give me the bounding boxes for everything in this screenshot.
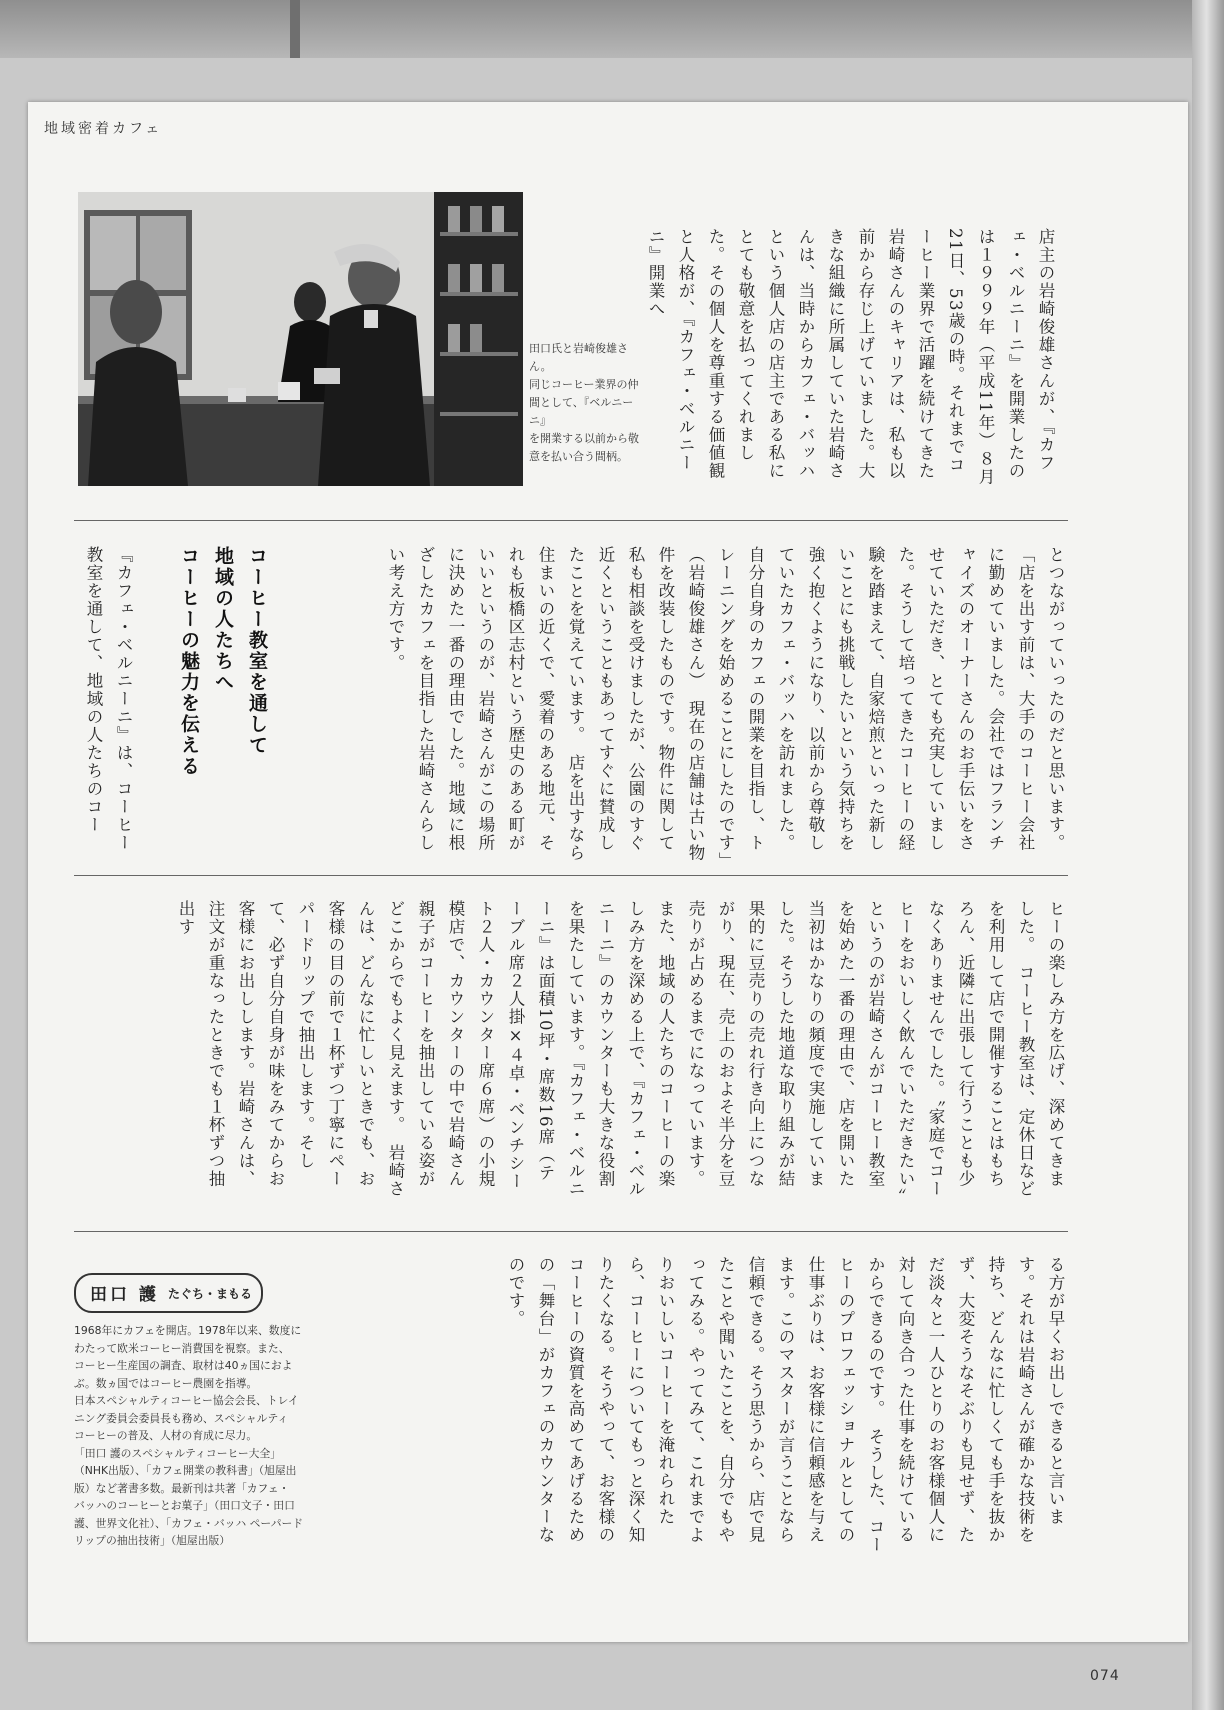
bio-line: 護、世界文化社）、「カフェ・バッハ ペーパード <box>74 1516 304 1530</box>
bio-line: わたって欧米コーヒー消費国を視察。また、 <box>74 1341 290 1355</box>
photo-icon <box>78 192 523 486</box>
bio-line: バッハのコーヒーとお菓子」（田口文子・田口 <box>74 1499 295 1512</box>
bio-line: コーヒー生産国の調査、取材は40ヵ国におよ <box>74 1359 293 1372</box>
heading-line: コーヒー教室を通して <box>246 546 268 756</box>
bio-line: 「田口 護のスペシャルティコーヒー大全」 <box>74 1446 282 1460</box>
profile-name: 田口 護 <box>90 1285 159 1305</box>
row4-body-text: る方が早くお出しできると言います。それは岩崎さんが確かな技術を持ち、どんなに忙しくても手を抜かず、大変そうなそぶりも見せず、ただ淡々と一人ひとりのお客様個人に対して向き合った仕事を続けているからできるのです。 そうした、コーヒーのプロフェッショナルとしての仕事ぶりは、お客様に信頼感を与えます。このマスターが言うことなら信頼できる。そう思うから、店で見たことや聞いたことを、自分でもやってみる。やってみて、これまでよりおいしいコーヒーを淹れられたら、コーヒーについてもっと深く知りたくなる。そうやって、お客様のコーヒーの資質を高めてあげるための「舞台」がカフェのカウンターなのです。 <box>506 1256 1065 1554</box>
caption-line: 間として、『ベルニーニ』 <box>529 396 634 427</box>
profile-bio <box>74 1322 318 1550</box>
caption-line: を開業する以前から敬 <box>529 432 639 445</box>
scan-top-edge <box>0 0 1224 58</box>
photo-caption <box>529 340 645 490</box>
row3-body-text: ヒーの楽しみ方を広げ、深めてきました。 コーヒー教室は、定休日などを利用して店で開催することはもちろん、近隣に出張して行うことも少なくありませんでした。〝家庭でコーヒーをおいしく飲んでいただきたい〟というのが岩崎さんがコーヒー教室を始めた一番の理由で、店を開いた当初はかなりの頻度で実施していました。そうした地道な取り組みが結果的に豆売りの売れ行き向上につながり、現在、売上のおよそ半分を豆売りが占めるまでになっています。 また、地域の人たちのコーヒーの楽しみ方を深める上で、『カフェ・ベルニーニ』のカウンターも大きな役割を果たしています。『カフェ・ベルニーニ』は面積10坪・席数16席（テーブル席２人掛×４卓・ベンチシート２人・カウンター席６席）の小規模店で、カウンターの中で岩崎さん親子がコーヒーを抽出している姿がどこからでもよく見えます。 岩崎さんは、どんなに忙しいときでも、お客様の目の前で１杯ずつ丁寧にペーパードリップで抽出します。そして、必ず自分自身が味をみてからお客様にお出しします。岩崎さんは、注文が重なったときでも１杯ずつ抽出す <box>176 900 1065 1198</box>
photo <box>78 192 523 486</box>
bio-line: コーヒーの普及、人材の育成に尽力。 <box>74 1429 258 1442</box>
heading-line: 地域の人たちへ <box>212 546 234 693</box>
row1-body-text: 店主の岩崎俊雄さんが、『カフェ・ベルニーニ』を開業したのは１９９９年（平成11年）８月21日、53歳の時。それまでコーヒー業界で活躍を続けてきた岩崎さんのキャリアは、私も以前から存じ上げていました。大きな組織に所属していた岩崎さんは、当時からカフェ・バッハという個人店の店主である私にとても敬意を払ってくれました。その個人を尊重する価値観と人格が、『カフェ・ベルニーニ』開業へ <box>646 228 1055 486</box>
bio-line: ぶ。数ヵ国ではコーヒー農園を指導。 <box>74 1376 258 1390</box>
page-number: 074 <box>1090 1668 1120 1684</box>
profile-reading: たぐち・まもる <box>168 1287 253 1301</box>
bio-line: 1968年にカフェを開店。1978年以来、数度に <box>74 1324 302 1337</box>
bio-line: （NHK出版）、「カフェ開業の教科書」（旭屋出 <box>74 1464 297 1477</box>
row-divider <box>74 520 1068 521</box>
bio-line: 版）など著書多数。最新刊は共著「カフェ・ <box>74 1481 290 1495</box>
section-label: 地域密着カフェ <box>44 121 163 137</box>
heading-line: コーヒーの魅力を伝える <box>178 546 200 777</box>
row-divider <box>74 875 1068 876</box>
bio-line: リップの抽出技術」（旭屋出版） <box>74 1534 231 1547</box>
profile-name-badge <box>74 1273 263 1313</box>
bio-line: ニング委員会委員長も務め、スペシャルティ <box>74 1411 289 1425</box>
bio-line: 日本スペシャルティコーヒー協会会長、トレイ <box>74 1394 299 1407</box>
caption-line: 同じコーヒー業界の仲 <box>529 378 639 391</box>
page-spine-shadow <box>1192 0 1224 1710</box>
row2-body-text: とつながっていったのだと思います。「店を出す前は、大手のコーヒー会社に勤めていました。会社ではフランチャイズのオーナーさんのお手伝いをさせていただき、とても充実していました。そうして培ってきたコーヒーの経験を踏まえて、自家焙煎といった新しいことにも挑戦したいという気持ちを強く抱くようになり、以前から尊敬していたカフェ・バッハを訪れました。自分自身のカフェの開業を目指し、トレーニングを始めることにしたのです」（岩崎俊雄さん） 現在の店舗は古い物件を改装したものです。物件に関して私も相談を受けましたが、公園のすぐ近くということもあってすぐに賛成したことを覚えています。 店を出すなら住まいの近くで、愛着のある地元、それも板橋区志村という歴史のある町がいいというのが、岩崎さんがこの場所に決めた一番の理由でした。地域に根ざしたカフェを目指した岩崎さんらしい考え方です。 <box>386 546 1065 862</box>
row2-body-text-continued: 『カフェ・ベルニーニ』は、コーヒー教室を通して、地域の人たちのコー <box>84 546 133 852</box>
row-divider <box>74 1231 1068 1232</box>
scan-clip-mark <box>290 0 300 58</box>
section-heading <box>172 546 274 846</box>
caption-line: 田口氏と岩崎俊雄さん。 <box>529 342 628 373</box>
caption-line: 意を払い合う間柄。 <box>529 450 628 463</box>
